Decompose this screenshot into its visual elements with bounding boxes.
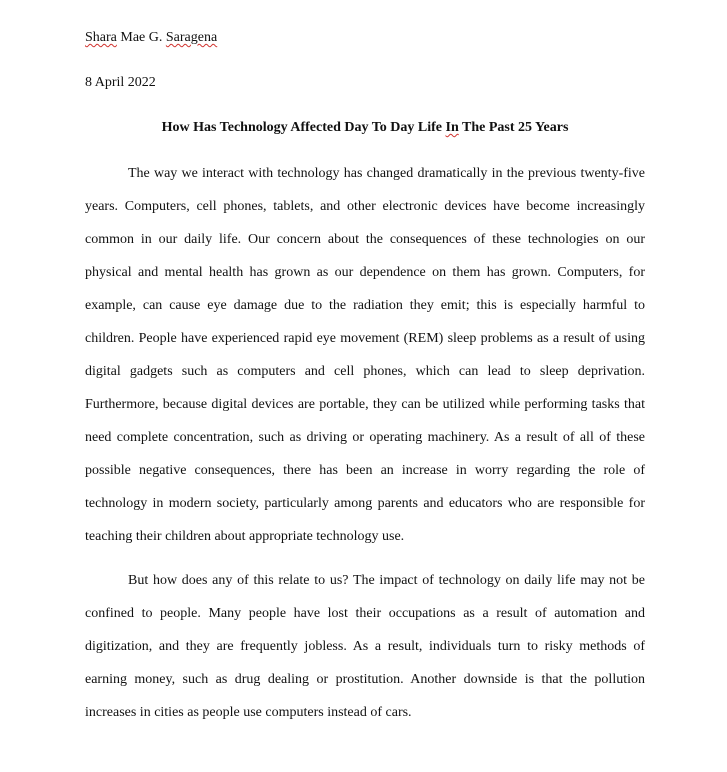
- document-date: 8 April 2022: [85, 75, 156, 90]
- title-part-2: In: [445, 120, 459, 135]
- author-last-name: Saragena: [165, 30, 218, 45]
- author-first-name: Shara: [85, 30, 117, 45]
- document-page: [85, 0, 645, 772]
- body-paragraph-2: But how does any of this relate to us? The impact of technology on daily life may not be confined to people. Many people have lost their occupations as a result of automation and digitization, and they are frequently jobless. As a result, individuals turn to risky methods of earning money, such as drug dealing or prostitution. Another downside is that the pollution increases in cities as people use computers instead of cars.: [85, 573, 645, 720]
- body-paragraph-1: The way we interact with technology has changed dramatically in the previous twenty-five years. Computers, cell phones, tablets, and other electronic devices have become increasingly common in our daily life. Our concern about the consequences of these technologies on our physical and mental health has grown as our dependence on them has grown. Computers, for example, can cause eye damage due to the radiation they emit; this is especially harmful to children. People have experienced rapid eye movement (REM) sleep problems as a result of using digital gadgets such as computers and cell phones, which can lead to sleep deprivation. Furthermore, because digital devices are portable, they can be utilized while performing tasks that need complete concentration, such as driving or operating machinery. As a result of all of these possible negative consequences, there has been an increase in worry regarding the role of technology in modern society, particularly among parents and educators who are responsible for teaching their children about appropriate technology use.: [85, 166, 645, 544]
- document-title: [85, 118, 645, 138]
- author-name: [85, 28, 217, 48]
- author-middle-name: Mae G.: [120, 30, 163, 45]
- title-part-1: How Has Technology Affected Day To Day Life: [161, 120, 446, 135]
- title-part-3: The Past 25 Years: [458, 120, 569, 135]
